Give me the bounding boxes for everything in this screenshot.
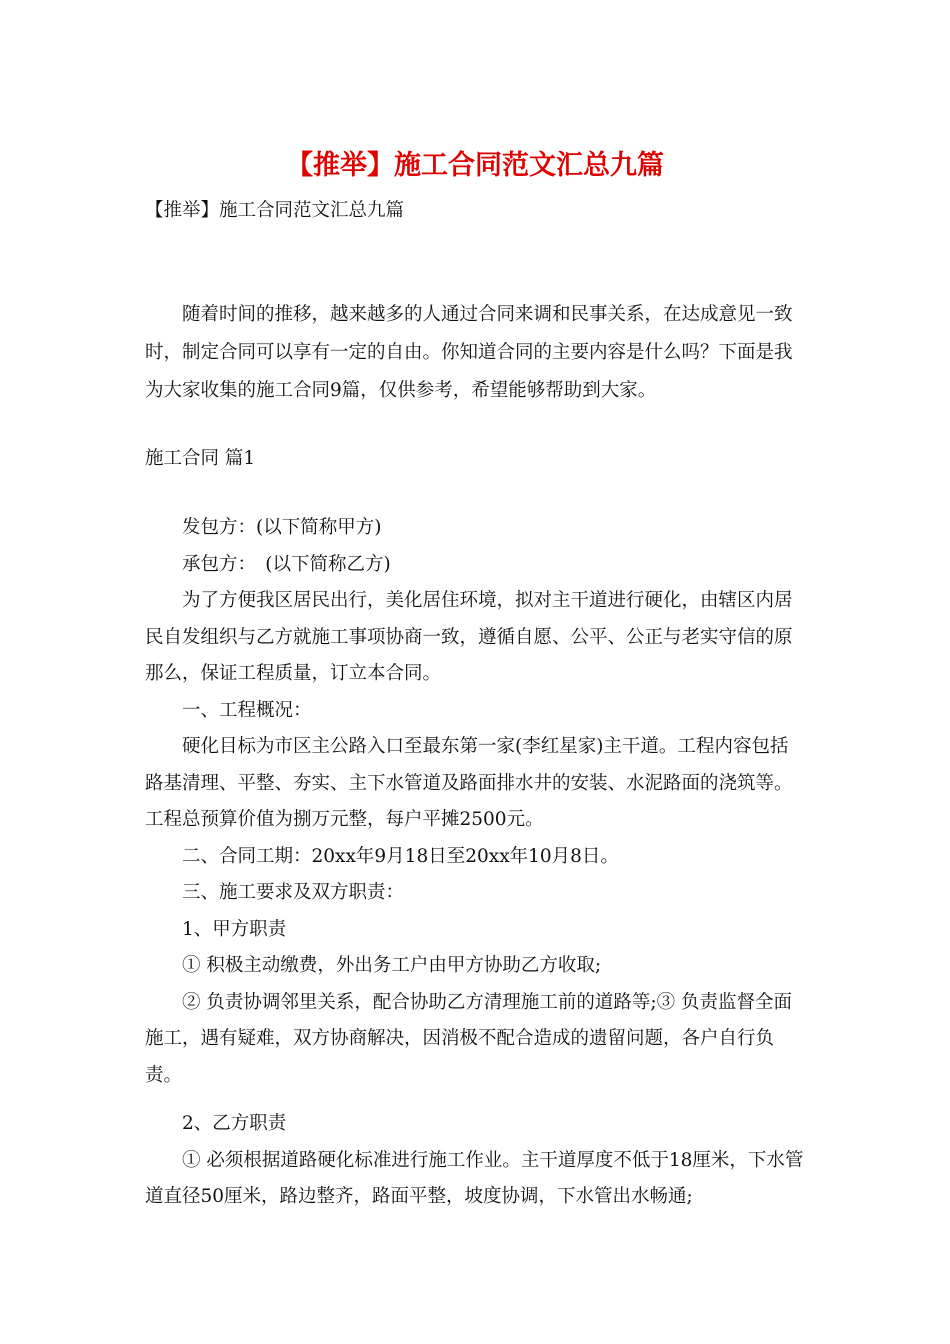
clause-party-a-duty-2-3: ② 负责协调邻里关系，配合协助乙方清理施工前的道路等;③ 负责监督全面施工，遇有疑难，双方协商解决，因消极不配合造成的遗留问题，各户自行负责。 [145,991,792,1086]
clause-heading-party-b-duties: 2、乙方职责 [182,1113,287,1134]
clause-heading-party-a-duties: 1、甲方职责 [182,918,287,940]
clause-period: 二、合同工期：20xx年9月18日至20xx年10月8日。 [182,845,619,867]
clause-party-b-duty-1: ① 必须根据道路硬化标准进行施工作业。主干道厚度不低于18厘米，下水管道直径50厘米，路边整齐，路面平整，坡度协调，下水管出水畅通; [145,1149,804,1207]
document-subtitle: 【推举】施工合同范文汇总九篇 [145,200,405,221]
clause-heading-overview: 一、工程概况： [182,699,312,721]
clause-party-b: 承包方： (以下简称乙方) [182,553,391,575]
document-title: 【推举】施工合同范文汇总九篇 [286,150,664,181]
contract-body [145,510,805,1216]
paragraph-gap [145,1094,805,1106]
clause-purpose: 为了方便我区居民出行，美化居住环境，拟对主干道进行硬化，由辖区内居民自发组织与乙方就施工事项协商一致，遵循自愿、公平、公正与老实守信的原那么，保证工程质量，订立本合同。 [145,590,793,684]
clause-party-a: 发包方：(以下简称甲方) [182,517,382,538]
intro-paragraph: 随着时间的推移，越来越多的人通过合同来调和民事关系，在达成意见一致时，制定合同可以享有一定的自由。你知道合同的主要内容是什么吗？下面是我为大家收集的施工合同9篇，仅供参考，希望能够帮助到大家。 [145,304,793,401]
clause-party-a-duty-1: ① 积极主动缴费，外出务工户由甲方协助乙方收取; [182,955,602,976]
clause-overview: 硬化目标为市区主公路入口至最东第一家(李红星家)主干道。工程内容包括路基清理、平整、夯实、主下水管道及路面排水井的安装、水泥路面的浇筑等。工程总预算价值为捌万元整，每户平摊2500元。 [145,736,793,830]
clause-heading-requirements: 三、施工要求及双方职责： [182,882,405,903]
section-heading: 施工合同 篇1 [145,448,256,469]
